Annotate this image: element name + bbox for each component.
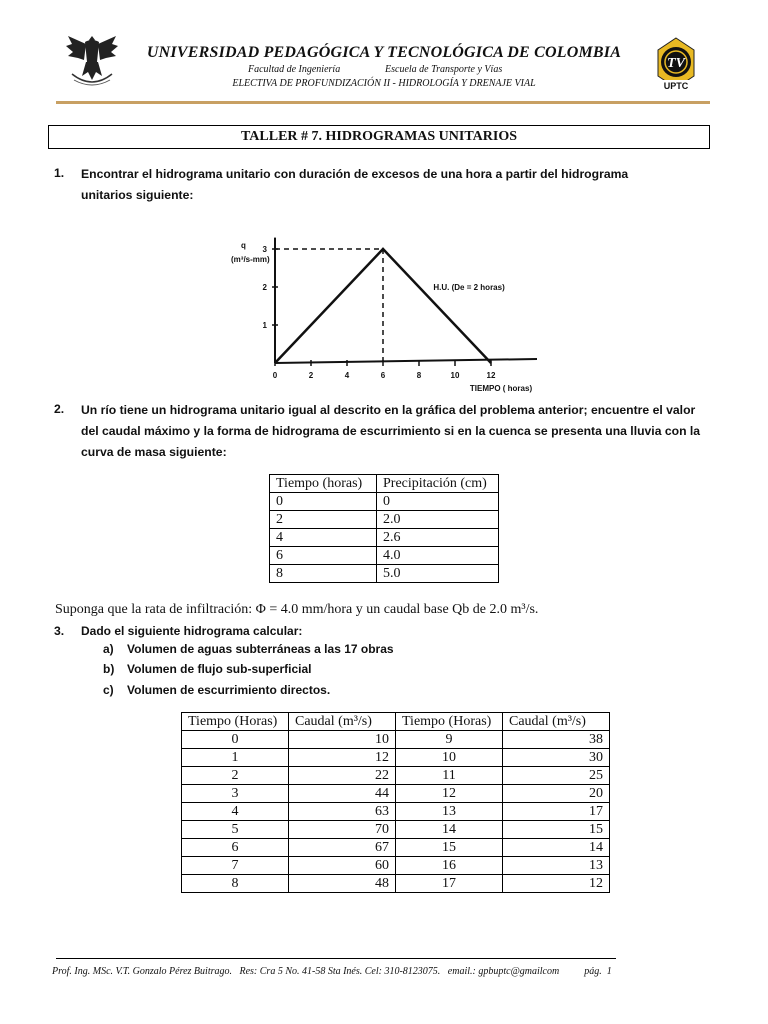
table-header: Tiempo (Horas) <box>182 713 289 731</box>
table-cell: 4 <box>182 803 289 821</box>
table-cell: 30 <box>503 749 610 767</box>
logo-tv-text: TV <box>667 56 685 71</box>
x-tick-label: 10 <box>450 371 460 380</box>
table-cell: 12 <box>396 785 503 803</box>
q1-number: 1. <box>54 166 65 180</box>
table-cell: 6 <box>182 839 289 857</box>
table-cell: 0 <box>377 493 499 511</box>
table-cell: 17 <box>396 875 503 893</box>
table-row <box>182 839 610 857</box>
table-cell: 14 <box>503 839 610 857</box>
table-cell: 11 <box>396 767 503 785</box>
table-cell: 10 <box>289 731 396 749</box>
table-cell: 12 <box>289 749 396 767</box>
y-tick-label: 2 <box>262 283 267 292</box>
table-row <box>182 749 610 767</box>
q3-item-label: b) <box>103 662 115 676</box>
table-cell: 70 <box>289 821 396 839</box>
table-cell: 20 <box>503 785 610 803</box>
x-axis-label: TIEMPO ( horas) <box>469 384 533 393</box>
x-tick-label: 4 <box>344 371 350 380</box>
table-cell: 13 <box>503 857 610 875</box>
series-annotation: H.U. (De = 2 horas) <box>433 283 505 292</box>
x-tick-label: 6 <box>380 371 386 380</box>
q3-item-text: Volumen de flujo sub-superficial <box>127 662 312 676</box>
table-cell: 4.0 <box>377 547 499 565</box>
x-tick-label: 8 <box>416 371 422 380</box>
university-name: UNIVERSIDAD PEDAGÓGICA Y TECNOLÓGICA DE COLOMBIA <box>146 44 622 61</box>
table-row <box>182 785 610 803</box>
x-tick-label: 2 <box>308 371 314 380</box>
q3-number: 3. <box>54 624 65 638</box>
infiltration-note: Suponga que la rata de infiltración: Φ = 4.0 mm/hora y un caudal base Qb de 2.0 m³/s. <box>55 602 539 617</box>
q3-item-text: Volumen de aguas subterráneas a las 17 obras <box>127 642 394 656</box>
y-tick-label: 3 <box>262 245 267 254</box>
table-row <box>182 857 610 875</box>
table-cell: 67 <box>289 839 396 857</box>
table-cell: 2 <box>182 767 289 785</box>
x-axis <box>275 359 537 363</box>
table-cell: 15 <box>396 839 503 857</box>
table-cell: 6 <box>270 547 377 565</box>
q2-text: Un río tiene un hidrograma unitario igual al descrito en la gráfica del problema anterior; encuentre el valor del caudal máximo y la forma de hidrograma de escurrimiento si en la cuenca se presenta una lluvia con la curva de masa siguiente: <box>81 403 701 459</box>
table-cell: 9 <box>396 731 503 749</box>
table-cell: 1 <box>182 749 289 767</box>
table-row <box>270 493 499 511</box>
table-cell: 0 <box>270 493 377 511</box>
q3-text: Dado el siguiente hidrograma calcular: <box>81 624 303 638</box>
footer-divider <box>56 958 616 959</box>
footer-text: Prof. Ing. MSc. V.T. Gonzalo Pérez Buitrago. Res: Cra 5 No. 41-58 Sta Inés. Cel: 310-8123075. email.: gpbuptc@gmailcom pág. 1 <box>52 966 612 977</box>
table-cell: 22 <box>289 767 396 785</box>
table-cell: 12 <box>503 875 610 893</box>
table-cell: 3 <box>182 785 289 803</box>
table-cell: 38 <box>503 731 610 749</box>
q3-item-text: Volumen de escurrimiento directos. <box>127 683 331 697</box>
table-row <box>270 565 499 583</box>
table-cell: 5.0 <box>377 565 499 583</box>
table-header: Caudal (m³/s) <box>289 713 396 731</box>
table-cell: 5 <box>182 821 289 839</box>
page-title: TALLER # 7. HIDROGRAMAS UNITARIOS <box>48 125 710 149</box>
table-cell: 7 <box>182 857 289 875</box>
header-divider <box>56 101 710 104</box>
table-cell: 4 <box>270 529 377 547</box>
school-name: Escuela de Transporte y Vías <box>385 64 503 75</box>
table-cell: 44 <box>289 785 396 803</box>
table-header-row <box>270 475 499 493</box>
table-header: Tiempo (horas) <box>270 475 377 493</box>
q1-text: Encontrar el hidrograma unitario con duración de excesos de una hora a partir del hidrograma unitarios siguiente: <box>81 167 629 202</box>
table-row <box>182 875 610 893</box>
table-header: Caudal (m³/s) <box>503 713 610 731</box>
q2-number: 2. <box>54 402 65 416</box>
x-tick-label: 0 <box>272 371 278 380</box>
table-cell: 10 <box>396 749 503 767</box>
table-row <box>182 767 610 785</box>
table-header: Tiempo (Horas) <box>396 713 503 731</box>
y-tick-label: 1 <box>262 321 267 330</box>
y-axis-label: q (m³/s-mm) <box>231 241 270 264</box>
table-cell: 60 <box>289 857 396 875</box>
x-tick-label: 12 <box>486 371 496 380</box>
table-row <box>182 731 610 749</box>
rainfall-mass-curve-table <box>269 474 499 583</box>
table-cell: 0 <box>182 731 289 749</box>
table-row <box>270 529 499 547</box>
q3-item-label: c) <box>103 683 114 697</box>
table-cell: 15 <box>503 821 610 839</box>
table-cell: 17 <box>503 803 610 821</box>
table-cell: 63 <box>289 803 396 821</box>
table-cell: 8 <box>270 565 377 583</box>
faculty-name: Facultad de Ingeniería <box>248 64 341 75</box>
elective-name: ELECTIVA DE PROFUNDIZACIÓN II - HIDROLOGÍA Y DRENAJE VIAL <box>232 78 536 89</box>
table-row <box>182 821 610 839</box>
q3-item-label: a) <box>103 642 114 656</box>
table-row <box>182 803 610 821</box>
table-cell: 14 <box>396 821 503 839</box>
table-cell: 2.6 <box>377 529 499 547</box>
table-cell: 2 <box>270 511 377 529</box>
table-cell: 13 <box>396 803 503 821</box>
table-header: Precipitación (cm) <box>377 475 499 493</box>
hydrograph-table <box>181 712 610 893</box>
table-header-row <box>182 713 610 731</box>
table-cell: 25 <box>503 767 610 785</box>
table-row <box>270 511 499 529</box>
table-row <box>270 547 499 565</box>
table-cell: 48 <box>289 875 396 893</box>
table-cell: 16 <box>396 857 503 875</box>
table-cell: 8 <box>182 875 289 893</box>
table-cell: 2.0 <box>377 511 499 529</box>
logo-caption: UPTC <box>663 81 689 91</box>
unit-hydrograph-chart <box>225 228 555 398</box>
